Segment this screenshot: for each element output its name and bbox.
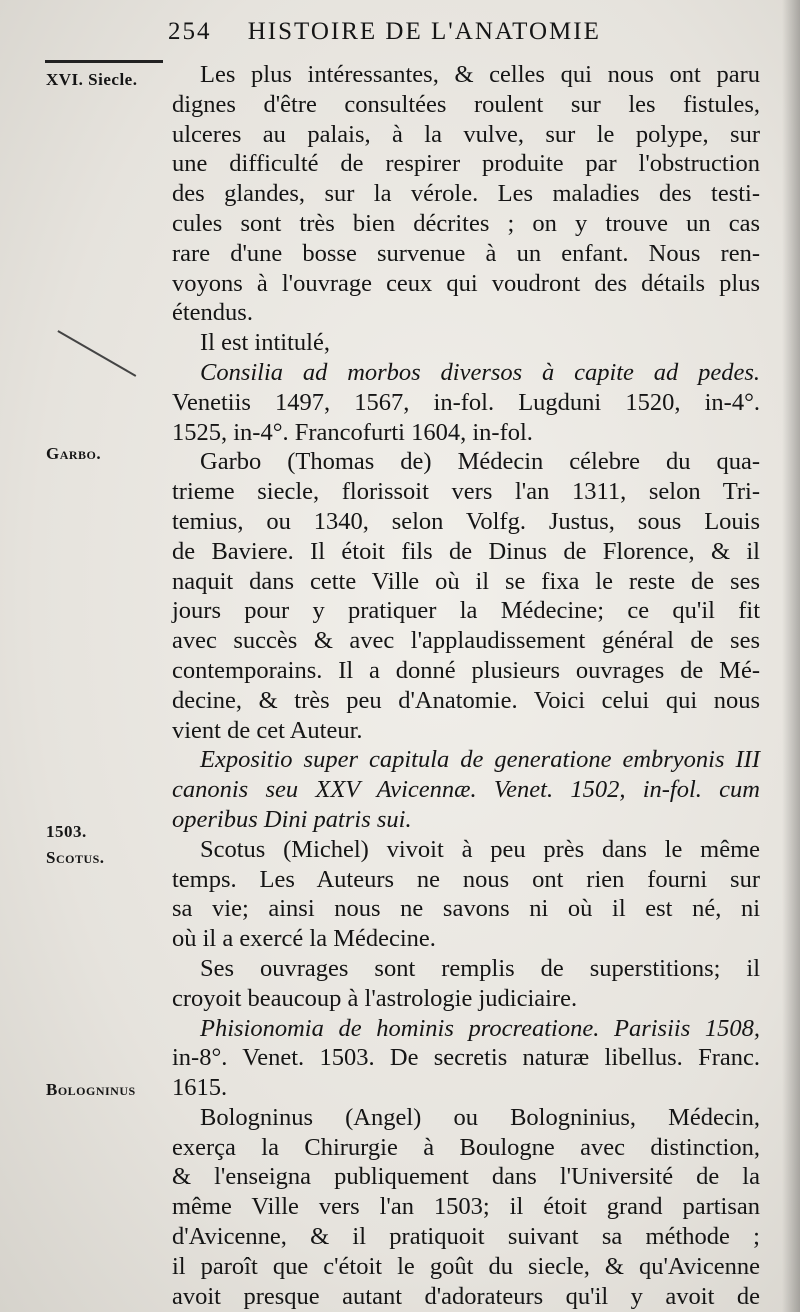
text-line: où il a exercé la Médecine. [172, 925, 436, 953]
text-line: ulceres au palais, à la vulve, sur le polype, sur [172, 120, 760, 148]
margin-note-year: 1503. [46, 822, 87, 841]
citation-line: Phisionomia de hominis procreatione. Parisiis 1508, [200, 1014, 760, 1042]
text-line: voyons à l'ouvrage ceux qui voudront des détails plus [172, 269, 760, 297]
citation-line: Consilia ad morbos diversos à capite ad pedes. [200, 358, 760, 386]
text-line: Scotus (Michel) vivoit à peu près dans le même [200, 835, 760, 863]
text-line: naquit dans cette Ville où il se fixa le reste de ses [172, 567, 760, 595]
text-line: Bologninus (Angel) ou Bologninius, Médecin, [200, 1103, 760, 1131]
text-line: avec succès & avec l'applaudissement général de ses [172, 627, 760, 655]
margin-note-garbo: Garbo. [46, 444, 102, 463]
text-line: même Ville vers l'an 1503; il étoit grand partisan [172, 1193, 760, 1221]
text-line: il paroît que c'étoit le goût du siecle, & qu'Avicenne [172, 1252, 760, 1280]
body-text [172, 60, 760, 1311]
citation-line: 1615. [172, 1074, 228, 1102]
margin-note-century: XVI. Siecle. [46, 70, 138, 89]
citation-line: Expositio super capitula de generatione embryonis III [200, 746, 760, 774]
citation-line: canonis seu XXV Avicennæ. Venet. 1502, in-fol. cum [172, 776, 760, 804]
page-number: 254 [168, 18, 212, 45]
citation-line: in-8°. Venet. 1503. De secretis naturæ libellus. Franc. [172, 1044, 760, 1072]
text-line: contemporains. Il a donné plusieurs ouvrages de Mé- [172, 656, 760, 684]
text-line: croyoit beaucoup à l'astrologie judiciaire. [172, 984, 578, 1012]
text-line: exerça la Chirurgie à Boulogne avec distinction, [172, 1133, 760, 1161]
margin-note-bologninus: Bologninus [46, 1080, 136, 1099]
text-line: une difficulté de respirer produite par l'obstruction [172, 150, 760, 178]
text-line: de Baviere. Il étoit fils de Dinus de Florence, & il [172, 537, 760, 565]
text-line: jours pour y pratiquer la Médecine; ce qu'il fit [172, 597, 760, 625]
text-line: decine, & très peu d'Anatomie. Voici celui qui nous [172, 686, 760, 714]
stray-mark [58, 330, 137, 376]
text-line: rare d'une bosse survenue à un enfant. Nous ren- [172, 239, 760, 267]
text-line: Garbo (Thomas de) Médecin célebre du qua- [200, 448, 760, 476]
header-rule [45, 60, 163, 63]
text-line: avoit presque autant d'adorateurs qu'il y avoit de [172, 1282, 760, 1310]
margin-note-scotus: Scotus. [46, 848, 105, 867]
text-line: vient de cet Auteur. [172, 716, 363, 744]
text-line: Les plus intéressantes, & celles qui nous ont paru [200, 61, 760, 88]
text-line: trieme siecle, florissoit vers l'an 1311, selon Tri- [172, 478, 760, 506]
page-header [168, 18, 601, 52]
text-line: Ses ouvrages sont remplis de superstitions; il [200, 954, 760, 982]
text-line: cules sont très bien décrites ; on y trouve un cas [172, 209, 760, 237]
spine-shadow [782, 0, 800, 1312]
text-line: des glandes, sur la vérole. Les maladies des testi- [172, 180, 760, 208]
citation-line: Venetiis 1497, 1567, in-fol. Lugduni 1520, in-4°. [172, 388, 760, 416]
text-line: sa vie; ainsi nous ne savons ni où il est né, ni [172, 895, 760, 923]
citation-line: 1525, in-4°. Francofurti 1604, in-fol. [172, 418, 533, 446]
text-line: & l'enseigna publiquement dans l'Université de la [172, 1163, 760, 1191]
citation-line: operibus Dini patris sui. [172, 805, 412, 833]
text-line: temius, ou 1340, selon Volfg. Justus, sous Louis [172, 507, 760, 535]
text-line: étendus. [172, 299, 253, 327]
text-line: Il est intitulé, [200, 329, 330, 357]
text-line: temps. Les Auteurs ne nous ont rien fourni sur [172, 865, 760, 893]
text-line: d'Avicenne, & il pratiquoit suivant sa méthode ; [172, 1223, 760, 1251]
text-line: dignes d'être consultées roulent sur les fistules, [172, 90, 760, 118]
running-title: HISTOIRE DE L'ANATOMIE [247, 18, 601, 45]
